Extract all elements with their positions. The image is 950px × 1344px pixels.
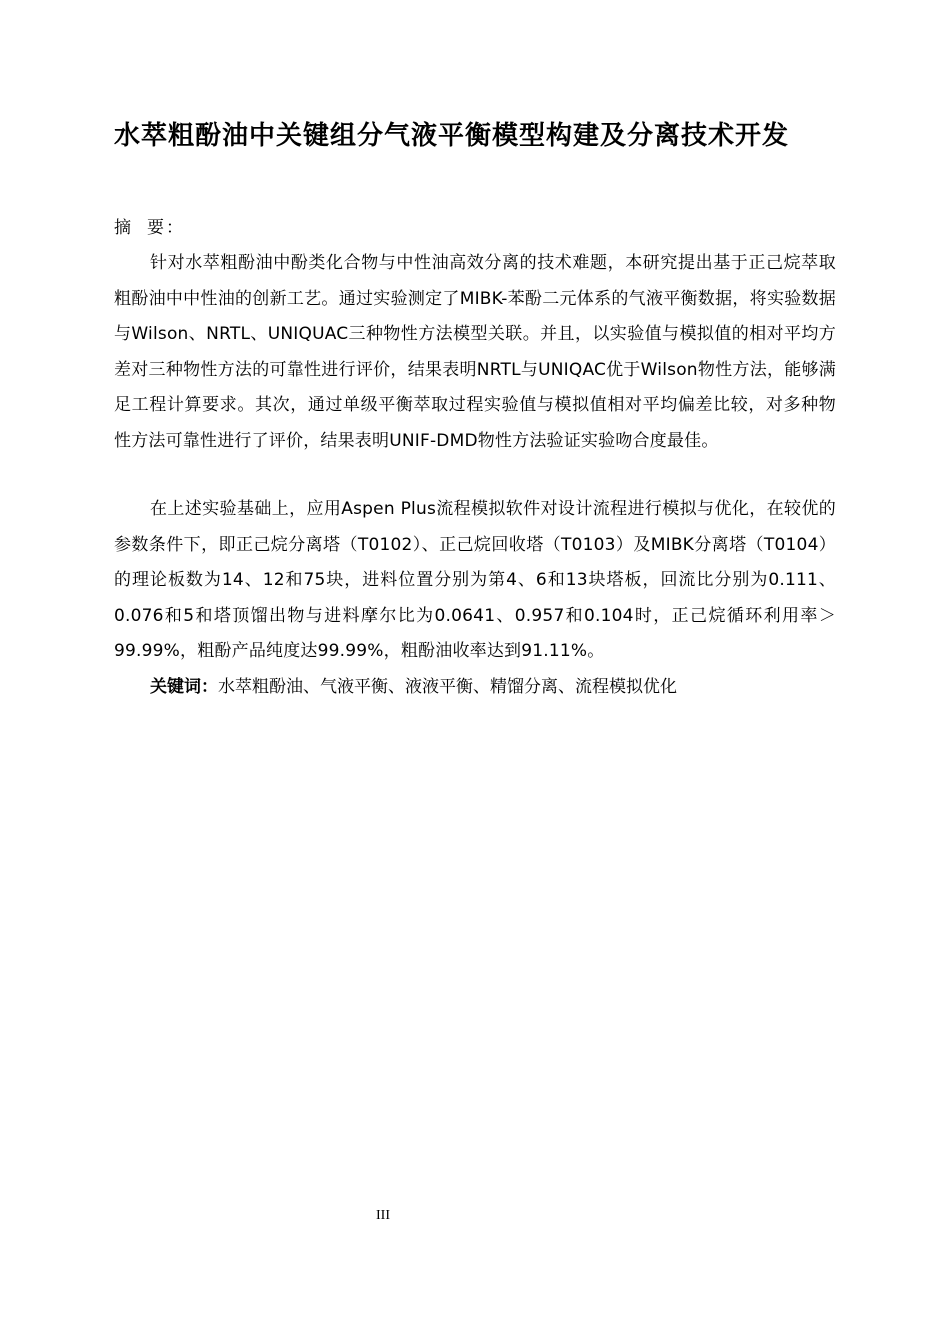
abstract-label [114,216,185,240]
document-title: 水萃粗酚油中关键组分气液平衡模型构建及分离技术开发 [114,121,790,151]
keywords-label: 关键词： [150,677,218,697]
abstract-paragraph-2: 在上述实验基础上，应用Aspen Plus流程模拟软件对设计流程进行模拟与优化，在较优的参数条件下，即正己烷分离塔（T0102）、正己烷回收塔（T0103）及MIBK分离塔（T0104）的理论板数为14、12和75块，进料位置分别为第4、6和13块塔板，回流比分别为0.111、0.076和5和塔顶馏出物与进料摩尔比为0.0641、0.957和0.104时，正己烷循环利用率＞99.99%，粗酚产品纯度达99.99%，粗酚油收率达到91.11%。 [114,499,836,661]
page-number: III [376,1208,390,1223]
keywords-line [150,670,677,706]
keywords-text: 水萃粗酚油、气液平衡、液液平衡、精馏分离、流程模拟优化 [218,677,677,697]
abstract-paragraph-1: 针对水萃粗酚油中酚类化合物与中性油高效分离的技术难题，本研究提出基于正己烷萃取粗酚油中中性油的创新工艺。通过实验测定了MIBK-苯酚二元体系的气液平衡数据，将实验数据与Wilson、NRTL、UNIQUAC三种物性方法模型关联。并且，以实验值与模拟值的相对平均方差对三种物性方法的可靠性进行评价，结果表明NRTL与UNIQAC优于Wilson物性方法，能够满足工程计算要求。其次，通过单级平衡萃取过程实验值与模拟值相对平均偏差比较，对多种物性方法可靠性进行了评价，结果表明UNIF-DMD物性方法验证实验吻合度最佳。 [114,253,836,451]
abstract-label-part1: 摘 [114,218,133,238]
abstract-label-part2: 要： [147,218,185,238]
